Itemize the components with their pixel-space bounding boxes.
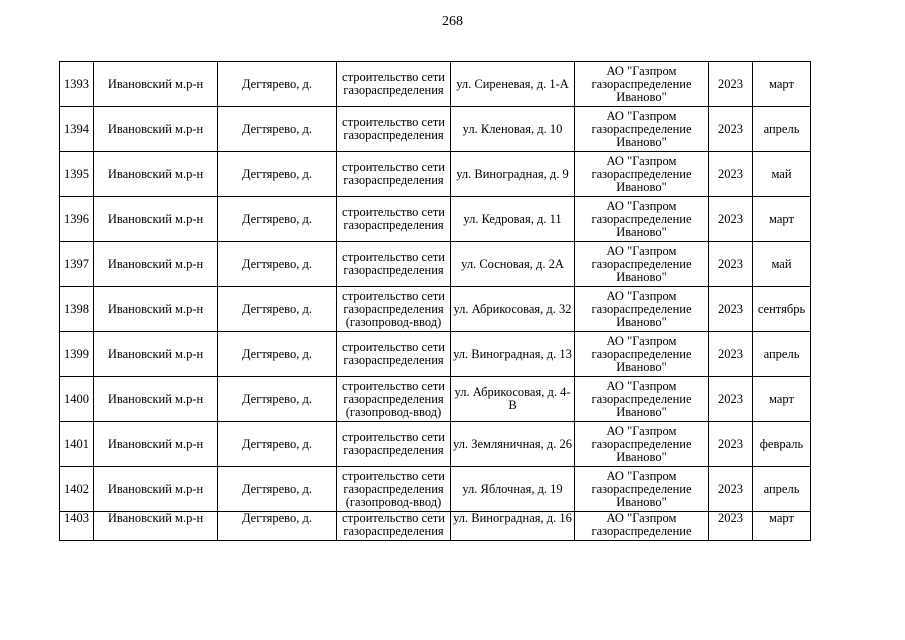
cell-text: 1395 [64, 166, 89, 181]
row-number-cell [60, 512, 94, 541]
document-table [59, 61, 811, 541]
cell-text: 2023 [718, 211, 743, 226]
table-row [60, 152, 811, 197]
district-cell [94, 422, 218, 467]
cell-text: ул. Яблочная, д. 19 [462, 481, 563, 496]
row-number-cell [60, 242, 94, 287]
cell-text: Дегтярево, д. [241, 121, 312, 136]
table-body [60, 62, 811, 541]
table-row [60, 422, 811, 467]
cell-text: 1402 [64, 481, 89, 496]
year-cell [709, 422, 753, 467]
organization-cell [575, 287, 709, 332]
cell-text: Дегтярево, д. [241, 346, 312, 361]
table-row [60, 287, 811, 332]
cell-text: ул. Виноградная, д. 13 [453, 346, 572, 361]
cell-text: АО "Газпром газораспределение Иваново" [591, 153, 692, 194]
year-cell [709, 197, 753, 242]
cell-text: Дегтярево, д. [241, 256, 312, 271]
cell-text: март [769, 391, 794, 406]
cell-text: строительство сети газораспределения (газопровод-ввод) [342, 378, 445, 419]
district-cell [94, 512, 218, 541]
work-type-cell [337, 287, 451, 332]
table-row [60, 242, 811, 287]
month-cell [753, 512, 811, 541]
district-cell [94, 377, 218, 422]
district-cell [94, 107, 218, 152]
cell-text: строительство сети газораспределения [342, 430, 445, 457]
cell-text: 2023 [718, 256, 743, 271]
address-cell [451, 107, 575, 152]
cell-text: АО "Газпром газораспределение Иваново" [591, 333, 692, 374]
table-row [60, 377, 811, 422]
cell-text: строительство сети газораспределения [342, 511, 445, 538]
cell-text: Дегтярево, д. [241, 211, 312, 226]
row-number-cell [60, 467, 94, 512]
address-cell [451, 377, 575, 422]
cell-text: АО "Газпром газораспределение Иваново" [591, 378, 692, 419]
cell-text: Дегтярево, д. [241, 76, 312, 91]
cell-text: АО "Газпром газораспределение Иваново" [591, 243, 692, 284]
district-cell [94, 197, 218, 242]
cell-text: ул. Земляничная, д. 26 [453, 436, 572, 451]
address-cell [451, 152, 575, 197]
cell-text: строительство сети газораспределения [342, 160, 445, 187]
locality-cell [218, 197, 337, 242]
cell-text: Ивановский м.р-н [107, 301, 204, 316]
cell-text: Дегтярево, д. [241, 511, 312, 525]
cell-text: строительство сети газораспределения [342, 340, 445, 367]
district-cell [94, 62, 218, 107]
cell-text: Ивановский м.р-н [107, 76, 204, 91]
cell-text: АО "Газпром газораспределение Иваново" [591, 108, 692, 149]
table-row [60, 512, 811, 541]
cell-text: ул. Абрикосовая, д. 32 [453, 301, 572, 316]
month-cell [753, 107, 811, 152]
cell-text: ул. Виноградная, д. 9 [456, 166, 569, 181]
cell-text: 1394 [64, 121, 89, 136]
cell-text: март [769, 211, 794, 226]
month-cell [753, 287, 811, 332]
cell-text: 2023 [718, 76, 743, 91]
work-type-cell [337, 107, 451, 152]
row-number-cell [60, 152, 94, 197]
work-type-cell [337, 512, 451, 541]
cell-text: 1398 [64, 301, 89, 316]
cell-text: Ивановский м.р-н [107, 511, 204, 525]
cell-text: февраль [759, 436, 804, 451]
organization-cell [575, 152, 709, 197]
locality-cell [218, 512, 337, 541]
cell-text: Дегтярево, д. [241, 481, 312, 496]
address-cell [451, 287, 575, 332]
locality-cell [218, 107, 337, 152]
cell-text: строительство сети газораспределения [342, 250, 445, 277]
row-number-cell [60, 107, 94, 152]
cell-text: АО "Газпром газораспределение Иваново" [591, 198, 692, 239]
table-row [60, 62, 811, 107]
cell-text: Ивановский м.р-н [107, 121, 204, 136]
work-type-cell [337, 62, 451, 107]
address-cell [451, 467, 575, 512]
cell-text: Дегтярево, д. [241, 436, 312, 451]
page-number: 268 [442, 14, 463, 29]
work-type-cell [337, 422, 451, 467]
district-cell [94, 287, 218, 332]
cell-text: март [769, 511, 794, 525]
locality-cell [218, 467, 337, 512]
address-cell [451, 197, 575, 242]
year-cell [709, 287, 753, 332]
cell-text: 2023 [718, 346, 743, 361]
cell-text: АО "Газпром газораспределение Иваново" [591, 423, 692, 464]
cell-text: май [771, 166, 792, 181]
row-number-cell [60, 287, 94, 332]
work-type-cell [337, 152, 451, 197]
cell-text: Ивановский м.р-н [107, 166, 204, 181]
row-number-cell [60, 332, 94, 377]
year-cell [709, 152, 753, 197]
year-cell [709, 467, 753, 512]
cell-text: АО "Газпром газораспределение Иваново" [591, 63, 692, 104]
cell-text: 2023 [718, 511, 743, 525]
district-cell [94, 152, 218, 197]
district-cell [94, 242, 218, 287]
address-cell [451, 422, 575, 467]
cell-text: 1401 [64, 436, 89, 451]
district-cell [94, 332, 218, 377]
cell-text: 1403 [64, 511, 89, 525]
cell-text: 1393 [64, 76, 89, 91]
organization-cell [575, 422, 709, 467]
locality-cell [218, 422, 337, 467]
organization-cell [575, 107, 709, 152]
table-row [60, 467, 811, 512]
locality-cell [218, 62, 337, 107]
cell-text: май [771, 256, 792, 271]
work-type-cell [337, 377, 451, 422]
month-cell [753, 152, 811, 197]
year-cell [709, 242, 753, 287]
year-cell [709, 107, 753, 152]
organization-cell [575, 377, 709, 422]
cell-text: 2023 [718, 301, 743, 316]
work-type-cell [337, 242, 451, 287]
cell-text: ул. Виноградная, д. 16 [453, 511, 572, 525]
cell-text: Ивановский м.р-н [107, 211, 204, 226]
cell-text: Ивановский м.р-н [107, 346, 204, 361]
address-cell [451, 62, 575, 107]
month-cell [753, 422, 811, 467]
cell-text: Дегтярево, д. [241, 301, 312, 316]
cell-text: 2023 [718, 481, 743, 496]
cell-text: ул. Кедровая, д. 11 [463, 211, 562, 226]
month-cell [753, 62, 811, 107]
work-type-cell [337, 467, 451, 512]
cell-text: ул. Сиреневая, д. 1-А [456, 76, 569, 91]
month-cell [753, 467, 811, 512]
year-cell [709, 62, 753, 107]
cell-text: сентябрь [757, 301, 806, 316]
month-cell [753, 377, 811, 422]
cell-text: Ивановский м.р-н [107, 256, 204, 271]
cell-text: апрель [763, 481, 800, 496]
row-number-cell [60, 62, 94, 107]
organization-cell [575, 332, 709, 377]
organization-cell [575, 62, 709, 107]
cell-text: апрель [763, 346, 800, 361]
cell-text: Дегтярево, д. [241, 166, 312, 181]
cell-text: строительство сети газораспределения (газопровод-ввод) [342, 468, 445, 509]
cell-text: 2023 [718, 121, 743, 136]
cell-text: ул. Кленовая, д. 10 [462, 121, 563, 136]
address-cell [451, 512, 575, 541]
address-cell [451, 242, 575, 287]
cell-text: 2023 [718, 166, 743, 181]
cell-text: 1396 [64, 211, 89, 226]
organization-cell [575, 242, 709, 287]
month-cell [753, 332, 811, 377]
year-cell [709, 512, 753, 541]
organization-cell [575, 512, 709, 541]
locality-cell [218, 152, 337, 197]
cell-text: Ивановский м.р-н [107, 391, 204, 406]
cell-text: АО "Газпром газораспределение Иваново" [591, 468, 692, 509]
year-cell [709, 332, 753, 377]
cell-text: строительство сети газораспределения [342, 115, 445, 142]
locality-cell [218, 377, 337, 422]
district-cell [94, 467, 218, 512]
organization-cell [575, 467, 709, 512]
row-number-cell [60, 422, 94, 467]
cell-text: АО "Газпром газораспределение Иваново" [591, 288, 692, 329]
cell-text: строительство сети газораспределения [342, 205, 445, 232]
organization-cell [575, 197, 709, 242]
table-row [60, 197, 811, 242]
cell-text: 2023 [718, 436, 743, 451]
work-type-cell [337, 197, 451, 242]
cell-text: ул. Абрикосовая, д. 4-В [454, 385, 571, 412]
cell-text: Ивановский м.р-н [107, 436, 204, 451]
address-cell [451, 332, 575, 377]
cell-text: 1399 [64, 346, 89, 361]
cell-text: Ивановский м.р-н [107, 481, 204, 496]
cell-text: ул. Сосновая, д. 2А [461, 256, 564, 271]
work-type-cell [337, 332, 451, 377]
table-row [60, 107, 811, 152]
table-row [60, 332, 811, 377]
month-cell [753, 197, 811, 242]
cell-text: строительство сети газораспределения (газопровод-ввод) [342, 288, 445, 329]
locality-cell [218, 332, 337, 377]
locality-cell [218, 242, 337, 287]
cell-text: Дегтярево, д. [241, 391, 312, 406]
cell-text: 1400 [64, 391, 89, 406]
month-cell [753, 242, 811, 287]
cell-text: 2023 [718, 391, 743, 406]
year-cell [709, 377, 753, 422]
row-number-cell [60, 197, 94, 242]
cell-text: 1397 [64, 256, 89, 271]
cell-text: АО "Газпром газораспределение [591, 511, 692, 538]
locality-cell [218, 287, 337, 332]
cell-text: строительство сети газораспределения [342, 70, 445, 97]
row-number-cell [60, 377, 94, 422]
cell-text: март [769, 76, 794, 91]
cell-text: апрель [763, 121, 800, 136]
